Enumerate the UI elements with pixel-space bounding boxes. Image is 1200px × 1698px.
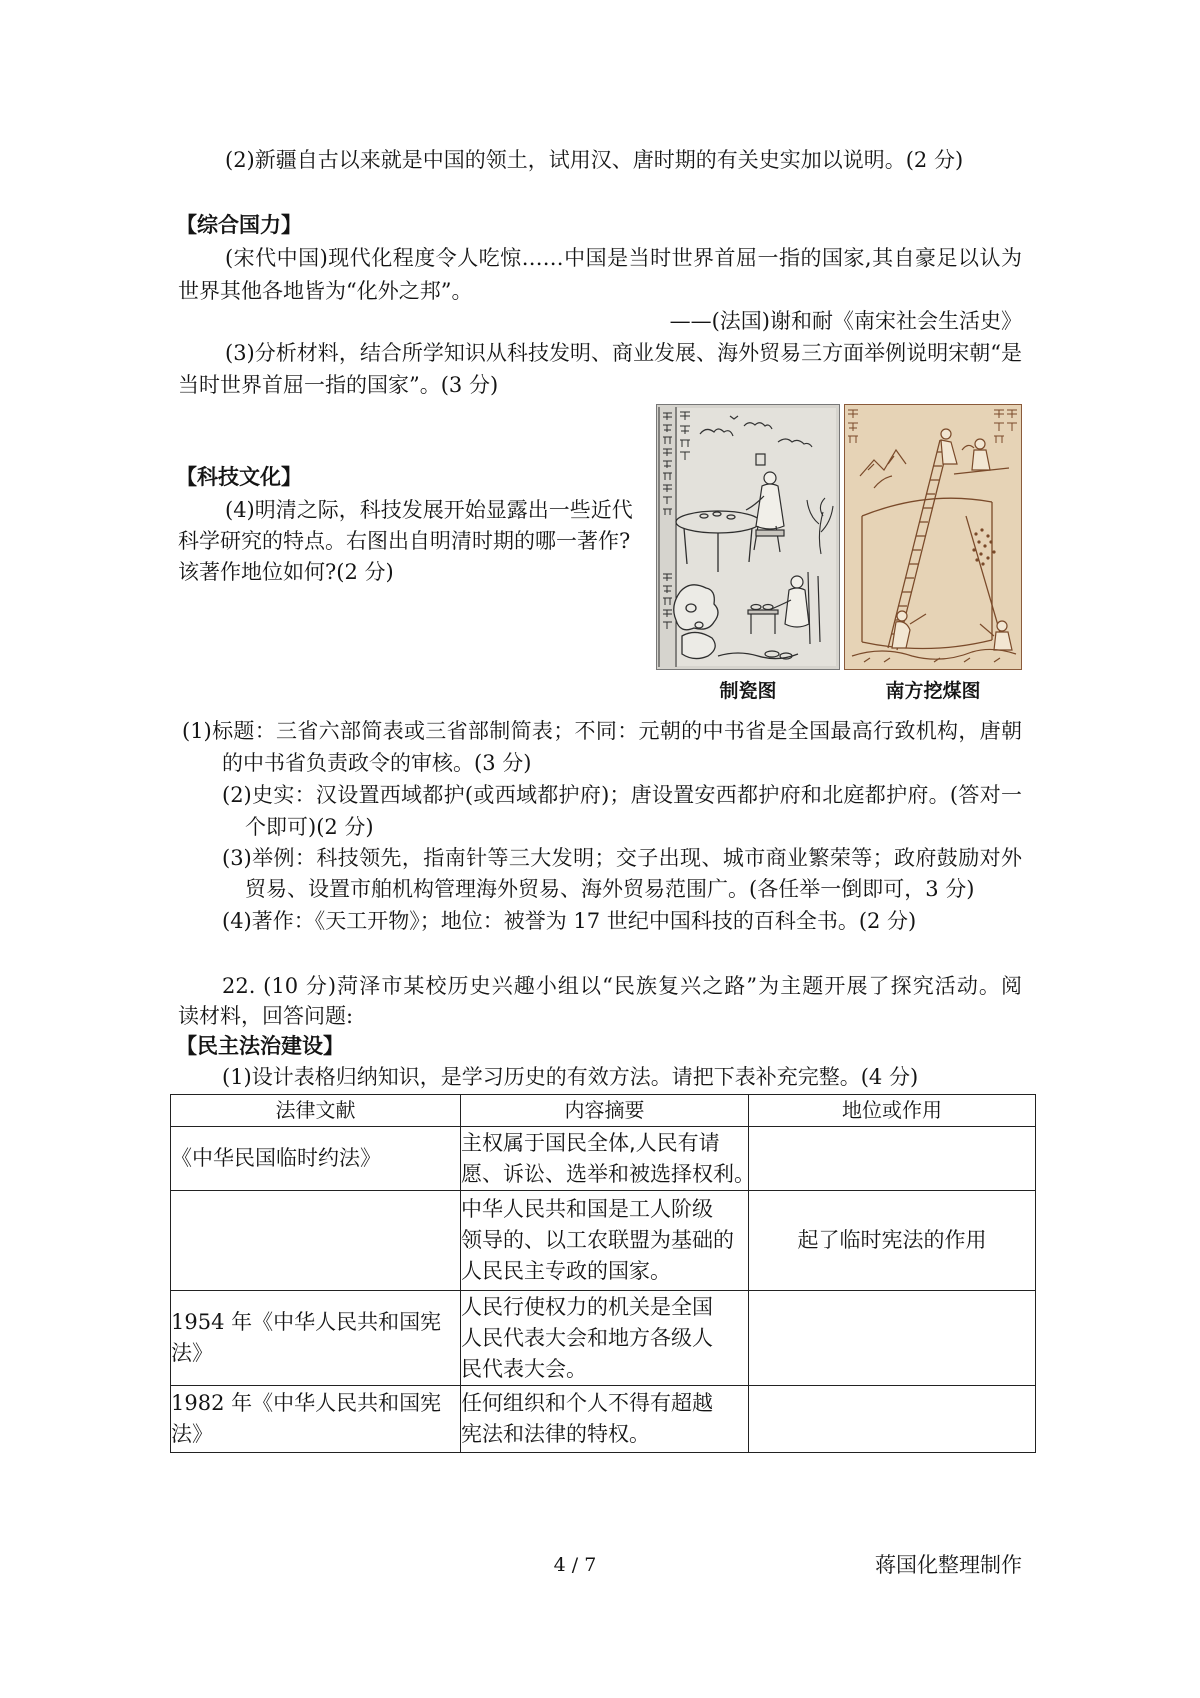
table-cell-role-empty (749, 1291, 1036, 1386)
table-header: 法律文献 (171, 1095, 461, 1127)
cell-line: 《中华民国临时约法》 (171, 1146, 381, 1170)
table-cell-role (749, 1191, 1036, 1291)
table-row (171, 1191, 1036, 1291)
cell-line: 1954 年《中华人民共和国宪 (171, 1310, 442, 1334)
table-cell-document (171, 1291, 461, 1386)
table-header: 地位或作用 (749, 1095, 1036, 1127)
answer-line: 贸易、设置市舶机构管理海外贸易、海外贸易范围广。(各任举一倒即可，3 分) (245, 877, 975, 901)
material-source: ——(法国)谢和耐《南宋社会生活史》 (669, 309, 1022, 333)
section-heading-national-power: 【综合国力】 (176, 213, 302, 237)
cell-line: 中华人民共和国是工人阶级 (461, 1197, 713, 1221)
cell-line: 领导的、以工农联盟为基础的 (461, 1228, 734, 1252)
cell-line: 起了临时宪法的作用 (797, 1228, 987, 1252)
q22-part1-question: (1)设计表格归纳知识，是学习历史的有效方法。请把下表补充完整。(4 分) (222, 1065, 919, 1089)
q4-question-line-1: (4)明清之际，科技发展开始显露出一些近代 (225, 498, 633, 522)
cell-line: 任何组织和个人不得有超越 (461, 1391, 713, 1415)
q4-question-line-3: 该著作地位如何?(2 分) (178, 560, 394, 584)
answer-line: (1)标题：三省六部简表或三省部制简表；不同：元朝的中书省是全国最高行致机构，唐朝 (182, 719, 1022, 743)
q4-question-line-2: 科学研究的特点。右图出自明清时期的哪一著作? (178, 529, 631, 553)
page-number: 4 / 7 (553, 1554, 597, 1576)
table-cell-summary (461, 1191, 749, 1291)
q22-intro-line-1: 22. (10 分)菏泽市某校历史兴趣小组以“民族复兴之路”为主题开展了探究活动。阅 (222, 974, 1022, 998)
section-heading-democracy-law: 【民主法治建设】 (176, 1034, 344, 1058)
figure-caption-coal-mining: 南方挖煤图 (885, 680, 981, 702)
q21-part2-question: (2)新疆自古以来就是中国的领土，试用汉、唐时期的有关史实加以说明。(2 分) (225, 148, 964, 172)
table-cell-summary (461, 1386, 749, 1453)
cell-line: 人民代表大会和地方各级人 (461, 1325, 713, 1350)
table-cell-document (171, 1127, 461, 1191)
table-row (171, 1127, 1036, 1191)
cell-line: 主权属于国民全体,人民有请 (461, 1130, 720, 1155)
table-header-row (171, 1095, 1036, 1127)
footer-author: 蒋国化整理制作 (875, 1553, 1022, 1577)
cell-line: 愿、诉讼、选举和被选择权利。 (461, 1161, 755, 1186)
answer-line: (2)史实：汉设置西域都护(或西域都护府)；唐设置安西都护府和北庭都护府。(答对一 (222, 783, 1022, 807)
answer-line: (3)举例：科技领先，指南针等三大发明；交子出现、城市商业繁荣等；政府鼓励对外 (222, 846, 1022, 870)
cell-line: 民代表大会。 (461, 1356, 587, 1381)
q3-question-line-2: 当时世界首屈一指的国家”。(3 分) (178, 373, 499, 397)
answer-line: (4)著作：《天工开物》；地位：被誉为 17 世纪中国科技的百科全书。(2 分) (222, 909, 917, 933)
law-summary-table (170, 1094, 1036, 1453)
porcelain-making-illustration (656, 404, 840, 670)
table-cell-role-empty (749, 1386, 1036, 1453)
figure-caption-porcelain: 制瓷图 (719, 680, 777, 702)
table-cell-document (171, 1386, 461, 1453)
cell-line: 人民行使权力的机关是全国 (461, 1294, 713, 1319)
q3-question-line-1: (3)分析材料，结合所学知识从科技发明、商业发展、海外贸易三方面举例说明宋朝“是 (225, 341, 1022, 365)
table-cell-summary (461, 1291, 749, 1386)
q22-intro-line-2: 读材料，回答问题: (178, 1004, 354, 1028)
table-cell-role-empty (749, 1127, 1036, 1191)
coal-mining-illustration (844, 404, 1022, 670)
cell-line: 宪法和法律的特权。 (461, 1422, 650, 1446)
cell-line: 1982 年《中华人民共和国宪 (171, 1391, 442, 1415)
table-row (171, 1291, 1036, 1386)
section-heading-tech-culture: 【科技文化】 (176, 465, 302, 489)
material-line-2: 世界其他各地皆为“化外之邦”。 (178, 279, 473, 303)
cell-line: 人民民主专政的国家。 (461, 1259, 671, 1283)
cell-line: 法》 (171, 1422, 213, 1446)
material-line-1: (宋代中国)现代化程度令人吃惊……中国是当时世界首屈一指的国家,其自豪足以认为 (225, 246, 1022, 270)
table-cell-document-empty (171, 1191, 461, 1291)
answer-line: 个即可)(2 分) (245, 815, 374, 839)
table-row (171, 1386, 1036, 1453)
table-cell-summary (461, 1127, 755, 1191)
cell-line: 法》 (171, 1341, 213, 1365)
table-header: 内容摘要 (461, 1095, 749, 1127)
answer-line: 的中书省负责政令的审核。(3 分) (222, 751, 532, 775)
